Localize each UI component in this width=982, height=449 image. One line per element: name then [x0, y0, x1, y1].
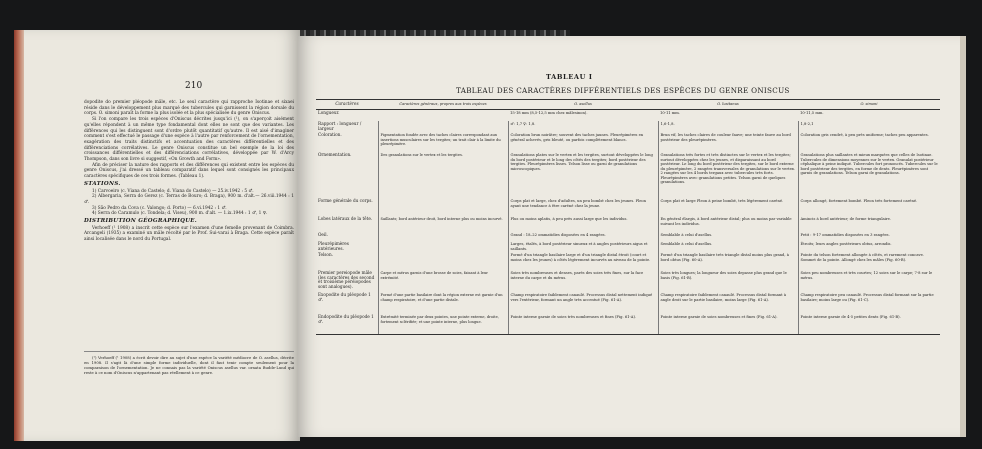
page-number: 210: [185, 81, 203, 91]
table-header-row: [316, 100, 940, 110]
left-page-edge: [14, 30, 24, 441]
table-cell: Des granulations sur le vertex et les tergites.: [378, 152, 508, 198]
table-cell: Étroits; leurs angles postérieurs obtus, arrondis.: [798, 241, 940, 252]
table-cell: Semblable à celui d'asellus.: [658, 241, 798, 252]
station-item: 1) Carvoeiro (c. Viana do Castelo; d. Viana do Castelo) — 25.iv.1942 : 5 ♂.: [92, 188, 254, 194]
table-cell: Semblable à celui d'asellus.: [658, 232, 798, 241]
table-cell: Corps allongé, fortement bombé. Pleon très fortement caréné.: [798, 198, 940, 216]
table-cell: Premier pereiopode mâle (les caractères des second et troisième péréiopodes sont analogues).: [318, 270, 375, 289]
table-cell: Grand : 18–22 ommatidies disposées en 4 rangées.: [508, 232, 658, 241]
table-cell: Formé d'un triangle basilaire très triangle distal moins plus grand, à bord obtus (Fig. 60-A).: [658, 252, 798, 270]
table-cell: Telson.: [318, 252, 333, 257]
table-cell: Granulations très fortes et très distinctes sur le vertex et les tergites; surtout développées chez les jeunes, et disparaissant au bord postérieur. Le long du bord postérieur des tergites, sur le bord externe du pleurépimère, 2 rangées transversales de granulations sur le vertex. 2 rangées sur les 4 bords tergaux avec tubercules très forts. Pleurépimères avec granulations petites. Telson garni de quelques granulations.: [658, 152, 798, 198]
table-cell: Forme générale du corps.: [318, 198, 373, 203]
table-cell: Corps plat et large Pleon à peine bombé, très légèrement caréné.: [658, 198, 798, 216]
table-cell: Pointe du telson fortement allongée à côtés, et rarement concave. Sommet de la pointe. Allongé chez les mâles (Fig. 60-B).: [798, 252, 940, 270]
table-row: [316, 198, 940, 216]
table-cell: [378, 252, 508, 270]
table-cell: Champ respiratoire peu canaulé. Processus distal formant sur la partie basilaire; moins large ou (Fig. 61-C).: [798, 292, 940, 314]
table-cell: Coloration gris cendré, à peu près uniforme; taches peu apparentes.: [798, 132, 940, 152]
table-cell: En général élargis, à bord antérieur distal; plus ou moins par variable suivant les individus.: [658, 216, 798, 232]
table-cell: [378, 198, 508, 216]
paragraph: dopodite do premier pléopode mâle, etc. Le seul caractère qui rapproche Isotinae et sixaei réside dans le développement plus marqué des tubercules qui garnissent la région dorsale du corps. O. simoni paraît la forme la plus isolée et la plus spécialisée du genre Oniscus.: [84, 100, 294, 117]
table-cell: Plus ou moins aplatis, à peu près aussi large que les individus.: [508, 216, 658, 232]
table-cell: Lobes latéraux de la tête.: [318, 216, 373, 221]
table-row: [316, 110, 940, 122]
table-cell: Pointe interne garnie de 4-5 petites dents (Fig. 61-B).: [798, 314, 940, 335]
table-row: [316, 152, 940, 198]
table-cell: Soies peu nombreuses et très courtes; 12 soies sur le carpe; 7-8 sur le mérus.: [798, 270, 940, 292]
comparison-table: [316, 99, 940, 335]
table-cell: Extrémité terminée par deux pointes, une pointe externe, droite, fortement sclérifiée; et une pointe interne, plus longue.: [378, 314, 508, 335]
table-cell: [378, 121, 508, 132]
column-header: Caractères généraux, propres aux trois espèces: [378, 100, 508, 110]
table-cell: Champ respiratoire faiblement canaulé. Processus distal nettement indiqué vers l'extérieur, formant un angle très accentué (Fig. 61-A).: [508, 292, 658, 314]
table-cell: Pointe interne garnie de soies nombreuses et fines (Fig. 61-A).: [658, 314, 798, 335]
column-header: O. asellus: [508, 100, 658, 110]
table-cell: Rapport : longueur / largeur: [318, 121, 362, 131]
table-cell: Pleurépimères antérieures.: [318, 241, 349, 251]
table-cell: Granulations plus saillantes et mieux marquées que celles de Isotinae. Tubercules de dimensions moyennes sur le vertex. Granulat postérieur céphalique à peine indiqué. Tubercules fort prononcés. Tubercules sur le bord postérieur des tergites, en forme de dents. Pleurépimères sont garnis de granulations. Telson garni de granulations.: [798, 152, 940, 198]
table-cell: Exopodite du pléopode 1 ♂.: [318, 292, 371, 302]
table-cell: Champ respiratoire faiblement canaulé. Processus distal formant à angle droit sur le partie basilaire, moins large (Fig. 61-A).: [658, 292, 798, 314]
station-item: 2) Albergaria, Serra do Gerez (c. Terras de Bouro; d. Braga), 900 m. d'alt.— 26.viii.1944 : 1 ♂.: [84, 194, 294, 205]
table-cell: Coloration brun noirâtre; souvent des taches jaunes. Pleurépimères en général achevés, gris bleuté, ou parfois complètement blancs.: [508, 132, 658, 152]
footnote: [84, 351, 294, 375]
table-cell: Carpe et mérus garnis d'une brosse de soies, faisant à leur extrémité.: [378, 270, 508, 292]
table-cell: [378, 241, 508, 252]
table-cell: Soies très nombreuses et denses, parés des soies très fines, sur la face interne du carpe et du mérus.: [508, 270, 658, 292]
table-row: [316, 121, 940, 132]
table-cell: Petit : 9-17 ommatidies disposées en 3 rangées.: [798, 232, 940, 241]
table-cell: 1,8-2,1: [798, 121, 940, 132]
table-row: [316, 270, 940, 292]
table-row: [316, 241, 940, 252]
distribution-heading: DISTRIBUTION GÉOGRAPHIQUE.: [84, 218, 198, 225]
table-row: [316, 232, 940, 241]
right-page-edge: [960, 36, 966, 437]
table-body: [316, 110, 940, 335]
table-cell: Pigmentation fondée avec des taches claires correspondant aux insertions musculaires sur les tergites; un trait clair à la limite du pleurépimère.: [378, 132, 508, 152]
table-cell: 10-11,5 mm.: [800, 111, 824, 115]
table-row: [316, 132, 940, 152]
left-page-body: [84, 100, 294, 243]
table-cell: Formé d'un triangle basilaire large et d'un triangle distal étroit (court et moins chez les jeunes) à côtés légèrement incurvés au niveau de la pointe.: [508, 252, 658, 270]
stations-heading: STATIONS.: [84, 180, 121, 187]
table-cell: Saillants; bord antérieur droit, bord interne plus ou moins incurvé.: [378, 216, 508, 232]
table-cell: Larges, étalés, à bord postérieur sinueux et à angles postérieurs aigus et saillants.: [508, 241, 658, 252]
table-cell: Brun vif, les taches claires de couleur fauve; une teinte fauve au bord postérieur des pleurépimères.: [658, 132, 798, 152]
paragraph: Si l'on compare les trois espèces d'Oniscus décrites jusqu'ici (¹), on s'aperçoit aisément qu'elles répondent à un même type fondamental dont elles ne sont que des variantes. Les différences qui les distinguent sont d'ordre plutôt quantitatif qu'autre. Il est aisé d'imaginer comment s'est effectué le passage d'une espèce à l'autre par renforcement de l'ornementation, exagération des traits distinctifs et accentuation des caractères différentielles et des différenciations corrélatives. Le genre Oniscus constitue un bel exemple de la loi des croissances différentielles et des différenciations corrélatives, développée par W. d'Arcy Thompson, dans son livre si suggestif, «On Growth and Form».: [84, 117, 294, 163]
table-cell: Longueur.: [318, 110, 340, 115]
table-row: [316, 252, 940, 270]
table-label: TABLEAU I: [546, 73, 593, 81]
table-cell: Amincis à bord antérieur; de forme triangulaire.: [798, 216, 940, 232]
station-item: 4) Serra do Caramulo (c. Tondela; d. Viseu), 900 m. d'alt. — 1.ix.1944 : 1 ♂, 1 ♀.: [92, 211, 268, 217]
table-cell: Oeil.: [318, 232, 328, 237]
paragraph: Afin de préciser la nature des rapports et des différences qui existent entre les espèces du genre Oniscus, j'ai dressé un tableau comparatif dans lequel sont consignés les principaux caractères spécifiques de ces trois formes. (Tableau 1).: [84, 162, 294, 180]
footnote-text: (¹) Verhoeff (¹ 1908) a écrit devoir dire au sujet d'une espèce la variété médiocre de O. asellus, décrite en 1908. Il s'agit là d'une simple forme individuelle, dont il faut tenir compte seulement pour la comparaison de l'ornementation. Je ne connais pas la variété Oniscus asellus var. ornata Budde-Lund qui reste à ce nom d'Oniscus n'appartenant pas réellement à ce genre.: [84, 355, 294, 375]
table-cell: Pointe interne garnie de soies très nombreuses et fines (Fig. 61-A).: [508, 314, 658, 335]
table-cell: 1,6-1,8.: [658, 121, 798, 132]
station-item: 3) São Pedro da Cova (c. Valongo; d. Porto) — 6.vi.1942 : 1 ♂.: [92, 205, 227, 211]
table-cell: 10-11 mm.: [660, 111, 680, 115]
table-row: [316, 216, 940, 232]
table-cell: Endopodite du pléopode 1 ♂.: [316, 314, 378, 335]
column-header: O. simoni: [798, 100, 940, 110]
table-cell: [378, 232, 508, 241]
table-cell: 15-18 mm (8,5-12,5 mm chez mâlesinon).: [510, 111, 588, 115]
distribution-text: Verhoeff (¹ 1908) a inscrit cette espèce sur l'examen d'une femelle provenant de Coimbra. Arcangeli (1935) a examiné un mâle récolté par le Prof. Sui-varai à Braga. Cette espèce paraît ainsi localisée dans le nord du Portugal.: [84, 225, 294, 243]
table-row: [316, 314, 940, 335]
table-cell: Formé d'une partie basilaire dont la région externe est garnie d'un champ respiratoire, et d'une partie distale.: [378, 292, 508, 314]
table-cell: Corps plat et large, chez d'adultes, un peu bombé chez les jeunes. Pleon ayant une tendance à être caréné chez la jeune.: [508, 198, 658, 216]
table-cell: Ornementation.: [318, 152, 352, 157]
table-cell: Granulations plates sur le vertex et les tergites, surtout développées le long du bord postérieur et le long des côtés des tergites; bord postérieur des tergites. Pleurépimères lisses. Telson lisse ou garni de granulations microscopiques.: [508, 152, 658, 198]
table-cell: Soies très longues; la longueur des soies depasse plus grand que le basis (Fig. 61-B).: [658, 270, 798, 292]
column-header: O. lusitanus: [658, 100, 798, 110]
table-cell: Coloration.: [318, 132, 342, 137]
column-header: Caractères: [316, 100, 378, 110]
table-title: TABLEAU DES CARACTÈRES DIFFÉRENTIELS DES ESPÈCES DU GENRE ONISCUS: [456, 86, 790, 95]
table-cell: [378, 110, 508, 122]
table-cell: ♂: 1,7 ♀: 1,8.: [508, 121, 658, 132]
table-row: [316, 292, 940, 314]
